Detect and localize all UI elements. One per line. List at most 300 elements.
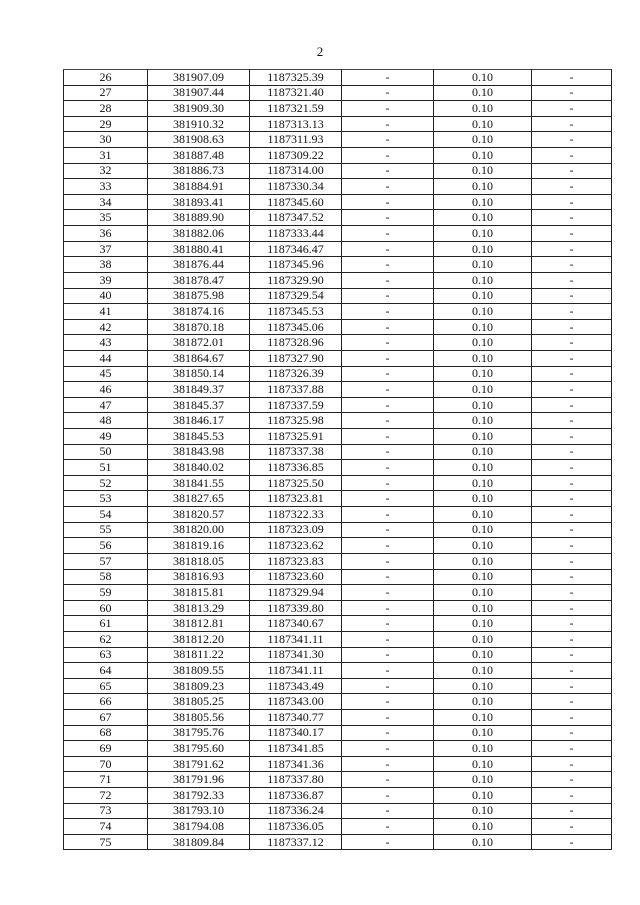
description-cell: - [532,553,612,569]
description-cell: - [532,116,612,132]
x-coordinate-cell: 381908.63 [148,132,250,148]
y-coordinate-cell: 1187327.90 [250,350,342,366]
x-coordinate-cell: 381812.20 [148,631,250,647]
table-row [64,194,612,210]
description-cell: - [532,132,612,148]
y-coordinate-cell: 1187336.05 [250,819,342,835]
point-number-cell: 58 [64,569,148,585]
table-row [64,663,612,679]
y-coordinate-cell: 1187329.94 [250,585,342,601]
table-row [64,538,612,554]
accuracy-cell: 0.10 [434,413,532,429]
method-cell: - [342,475,434,491]
accuracy-cell: 0.10 [434,335,532,351]
description-cell: - [532,741,612,757]
accuracy-cell: 0.10 [434,616,532,632]
table-row [64,350,612,366]
y-coordinate-cell: 1187345.60 [250,194,342,210]
x-coordinate-cell: 381880.41 [148,241,250,257]
y-coordinate-cell: 1187337.80 [250,772,342,788]
accuracy-cell: 0.10 [434,319,532,335]
description-cell: - [532,272,612,288]
x-coordinate-cell: 381795.60 [148,741,250,757]
accuracy-cell: 0.10 [434,429,532,445]
accuracy-cell: 0.10 [434,366,532,382]
accuracy-cell: 0.10 [434,288,532,304]
accuracy-cell: 0.10 [434,460,532,476]
method-cell: - [342,678,434,694]
coordinates-table [63,69,612,850]
y-coordinate-cell: 1187330.34 [250,179,342,195]
table-row [64,475,612,491]
y-coordinate-cell: 1187325.91 [250,429,342,445]
description-cell: - [532,819,612,835]
table-row [64,319,612,335]
point-number-cell: 33 [64,179,148,195]
point-number-cell: 63 [64,647,148,663]
accuracy-cell: 0.10 [434,725,532,741]
table-row [64,85,612,101]
y-coordinate-cell: 1187323.62 [250,538,342,554]
y-coordinate-cell: 1187323.60 [250,569,342,585]
method-cell: - [342,70,434,86]
table-row [64,460,612,476]
accuracy-cell: 0.10 [434,257,532,273]
x-coordinate-cell: 381910.32 [148,116,250,132]
y-coordinate-cell: 1187343.00 [250,694,342,710]
table-row [64,366,612,382]
method-cell: - [342,663,434,679]
x-coordinate-cell: 381845.53 [148,429,250,445]
x-coordinate-cell: 381845.37 [148,397,250,413]
x-coordinate-cell: 381811.22 [148,647,250,663]
x-coordinate-cell: 381864.67 [148,350,250,366]
y-coordinate-cell: 1187326.39 [250,366,342,382]
y-coordinate-cell: 1187336.87 [250,788,342,804]
accuracy-cell: 0.10 [434,475,532,491]
table-row [64,241,612,257]
description-cell: - [532,70,612,86]
description-cell: - [532,210,612,226]
accuracy-cell: 0.10 [434,663,532,679]
accuracy-cell: 0.10 [434,350,532,366]
y-coordinate-cell: 1187341.85 [250,741,342,757]
description-cell: - [532,647,612,663]
description-cell: - [532,600,612,616]
table-row [64,725,612,741]
description-cell: - [532,101,612,117]
table-row [64,600,612,616]
accuracy-cell: 0.10 [434,70,532,86]
description-cell: - [532,382,612,398]
table-row [64,709,612,725]
table-row [64,678,612,694]
y-coordinate-cell: 1187329.90 [250,272,342,288]
accuracy-cell: 0.10 [434,241,532,257]
method-cell: - [342,772,434,788]
description-cell: - [532,725,612,741]
table-row [64,163,612,179]
description-cell: - [532,538,612,554]
method-cell: - [342,319,434,335]
x-coordinate-cell: 381809.23 [148,678,250,694]
x-coordinate-cell: 381805.25 [148,694,250,710]
method-cell: - [342,709,434,725]
accuracy-cell: 0.10 [434,101,532,117]
table-row [64,335,612,351]
x-coordinate-cell: 381809.55 [148,663,250,679]
description-cell: - [532,460,612,476]
accuracy-cell: 0.10 [434,507,532,523]
accuracy-cell: 0.10 [434,600,532,616]
x-coordinate-cell: 381907.44 [148,85,250,101]
table-row [64,101,612,117]
accuracy-cell: 0.10 [434,116,532,132]
table-row [64,413,612,429]
description-cell: - [532,834,612,850]
description-cell: - [532,304,612,320]
point-number-cell: 30 [64,132,148,148]
y-coordinate-cell: 1187313.13 [250,116,342,132]
accuracy-cell: 0.10 [434,210,532,226]
description-cell: - [532,522,612,538]
y-coordinate-cell: 1187309.22 [250,148,342,164]
description-cell: - [532,413,612,429]
accuracy-cell: 0.10 [434,522,532,538]
x-coordinate-cell: 381840.02 [148,460,250,476]
table-row [64,616,612,632]
description-cell: - [532,366,612,382]
description-cell: - [532,678,612,694]
point-number-cell: 74 [64,819,148,835]
table-row [64,569,612,585]
y-coordinate-cell: 1187340.17 [250,725,342,741]
table-row [64,788,612,804]
accuracy-cell: 0.10 [434,678,532,694]
page-number: 2 [316,44,324,59]
method-cell: - [342,350,434,366]
x-coordinate-cell: 381843.98 [148,444,250,460]
method-cell: - [342,803,434,819]
table-row [64,148,612,164]
method-cell: - [342,631,434,647]
accuracy-cell: 0.10 [434,444,532,460]
y-coordinate-cell: 1187323.83 [250,553,342,569]
point-number-cell: 64 [64,663,148,679]
x-coordinate-cell: 381820.00 [148,522,250,538]
y-coordinate-cell: 1187333.44 [250,226,342,242]
y-coordinate-cell: 1187337.12 [250,834,342,850]
table-row [64,772,612,788]
table-row [64,288,612,304]
accuracy-cell: 0.10 [434,304,532,320]
accuracy-cell: 0.10 [434,631,532,647]
method-cell: - [342,101,434,117]
table-row [64,647,612,663]
point-number-cell: 75 [64,834,148,850]
description-cell: - [532,475,612,491]
method-cell: - [342,507,434,523]
y-coordinate-cell: 1187337.59 [250,397,342,413]
description-cell: - [532,163,612,179]
x-coordinate-cell: 381820.57 [148,507,250,523]
point-number-cell: 48 [64,413,148,429]
x-coordinate-cell: 381907.09 [148,70,250,86]
method-cell: - [342,335,434,351]
y-coordinate-cell: 1187345.53 [250,304,342,320]
x-coordinate-cell: 381870.18 [148,319,250,335]
table-row [64,631,612,647]
description-cell: - [532,350,612,366]
description-cell: - [532,226,612,242]
table-row [64,819,612,835]
method-cell: - [342,553,434,569]
method-cell: - [342,210,434,226]
table-row [64,444,612,460]
method-cell: - [342,163,434,179]
description-cell: - [532,179,612,195]
description-cell: - [532,631,612,647]
table-row [64,522,612,538]
accuracy-cell: 0.10 [434,819,532,835]
x-coordinate-cell: 381878.47 [148,272,250,288]
y-coordinate-cell: 1187345.06 [250,319,342,335]
accuracy-cell: 0.10 [434,694,532,710]
method-cell: - [342,257,434,273]
method-cell: - [342,288,434,304]
table-row [64,507,612,523]
description-cell: - [532,616,612,632]
table-row [64,272,612,288]
method-cell: - [342,444,434,460]
point-number-cell: 43 [64,335,148,351]
y-coordinate-cell: 1187337.38 [250,444,342,460]
description-cell: - [532,803,612,819]
x-coordinate-cell: 381809.84 [148,834,250,850]
point-number-cell: 38 [64,257,148,273]
method-cell: - [342,834,434,850]
method-cell: - [342,756,434,772]
method-cell: - [342,194,434,210]
method-cell: - [342,585,434,601]
point-number-cell: 35 [64,210,148,226]
method-cell: - [342,116,434,132]
method-cell: - [342,226,434,242]
table-row [64,491,612,507]
method-cell: - [342,522,434,538]
x-coordinate-cell: 381827.65 [148,491,250,507]
description-cell: - [532,335,612,351]
x-coordinate-cell: 381819.16 [148,538,250,554]
method-cell: - [342,366,434,382]
x-coordinate-cell: 381818.05 [148,553,250,569]
x-coordinate-cell: 381812.81 [148,616,250,632]
y-coordinate-cell: 1187341.11 [250,631,342,647]
y-coordinate-cell: 1187311.93 [250,132,342,148]
x-coordinate-cell: 381886.73 [148,163,250,179]
table-row [64,803,612,819]
point-number-cell: 45 [64,366,148,382]
y-coordinate-cell: 1187323.81 [250,491,342,507]
y-coordinate-cell: 1187321.59 [250,101,342,117]
accuracy-cell: 0.10 [434,491,532,507]
description-cell: - [532,756,612,772]
description-cell: - [532,148,612,164]
coordinates-table-body [64,70,612,850]
x-coordinate-cell: 381872.01 [148,335,250,351]
point-number-cell: 60 [64,600,148,616]
point-number-cell: 62 [64,631,148,647]
x-coordinate-cell: 381805.56 [148,709,250,725]
x-coordinate-cell: 381841.55 [148,475,250,491]
x-coordinate-cell: 381882.06 [148,226,250,242]
table-row [64,132,612,148]
point-number-cell: 52 [64,475,148,491]
accuracy-cell: 0.10 [434,272,532,288]
x-coordinate-cell: 381792.33 [148,788,250,804]
table-row [64,257,612,273]
description-cell: - [532,194,612,210]
point-number-cell: 70 [64,756,148,772]
table-row [64,741,612,757]
accuracy-cell: 0.10 [434,148,532,164]
point-number-cell: 44 [64,350,148,366]
accuracy-cell: 0.10 [434,756,532,772]
table-row [64,694,612,710]
method-cell: - [342,397,434,413]
x-coordinate-cell: 381813.29 [148,600,250,616]
description-cell: - [532,397,612,413]
x-coordinate-cell: 381887.48 [148,148,250,164]
method-cell: - [342,788,434,804]
description-cell: - [532,694,612,710]
point-number-cell: 61 [64,616,148,632]
accuracy-cell: 0.10 [434,163,532,179]
point-number-cell: 68 [64,725,148,741]
method-cell: - [342,538,434,554]
method-cell: - [342,694,434,710]
y-coordinate-cell: 1187339.80 [250,600,342,616]
description-cell: - [532,569,612,585]
y-coordinate-cell: 1187321.40 [250,85,342,101]
table-row [64,70,612,86]
accuracy-cell: 0.10 [434,85,532,101]
accuracy-cell: 0.10 [434,741,532,757]
point-number-cell: 72 [64,788,148,804]
method-cell: - [342,741,434,757]
table-row [64,210,612,226]
table-row [64,834,612,850]
point-number-cell: 65 [64,678,148,694]
point-number-cell: 26 [64,70,148,86]
description-cell: - [532,772,612,788]
x-coordinate-cell: 381791.62 [148,756,250,772]
x-coordinate-cell: 381889.90 [148,210,250,226]
table-row [64,304,612,320]
method-cell: - [342,569,434,585]
point-number-cell: 73 [64,803,148,819]
point-number-cell: 42 [64,319,148,335]
x-coordinate-cell: 381893.41 [148,194,250,210]
y-coordinate-cell: 1187341.36 [250,756,342,772]
accuracy-cell: 0.10 [434,709,532,725]
point-number-cell: 32 [64,163,148,179]
y-coordinate-cell: 1187329.54 [250,288,342,304]
description-cell: - [532,585,612,601]
description-cell: - [532,241,612,257]
method-cell: - [342,600,434,616]
y-coordinate-cell: 1187346.47 [250,241,342,257]
method-cell: - [342,413,434,429]
y-coordinate-cell: 1187325.98 [250,413,342,429]
method-cell: - [342,647,434,663]
x-coordinate-cell: 381849.37 [148,382,250,398]
point-number-cell: 50 [64,444,148,460]
table-row [64,397,612,413]
description-cell: - [532,288,612,304]
point-number-cell: 36 [64,226,148,242]
description-cell: - [532,507,612,523]
description-cell: - [532,257,612,273]
description-cell: - [532,429,612,445]
accuracy-cell: 0.10 [434,397,532,413]
x-coordinate-cell: 381791.96 [148,772,250,788]
y-coordinate-cell: 1187340.77 [250,709,342,725]
point-number-cell: 56 [64,538,148,554]
method-cell: - [342,429,434,445]
accuracy-cell: 0.10 [434,834,532,850]
description-cell: - [532,663,612,679]
description-cell: - [532,491,612,507]
y-coordinate-cell: 1187347.52 [250,210,342,226]
point-number-cell: 71 [64,772,148,788]
x-coordinate-cell: 381793.10 [148,803,250,819]
accuracy-cell: 0.10 [434,553,532,569]
table-row [64,756,612,772]
y-coordinate-cell: 1187325.50 [250,475,342,491]
accuracy-cell: 0.10 [434,194,532,210]
method-cell: - [342,382,434,398]
method-cell: - [342,148,434,164]
point-number-cell: 29 [64,116,148,132]
y-coordinate-cell: 1187340.67 [250,616,342,632]
accuracy-cell: 0.10 [434,538,532,554]
accuracy-cell: 0.10 [434,647,532,663]
method-cell: - [342,491,434,507]
point-number-cell: 31 [64,148,148,164]
method-cell: - [342,460,434,476]
y-coordinate-cell: 1187345.96 [250,257,342,273]
point-number-cell: 51 [64,460,148,476]
table-row [64,226,612,242]
description-cell: - [532,319,612,335]
y-coordinate-cell: 1187341.30 [250,647,342,663]
accuracy-cell: 0.10 [434,382,532,398]
point-number-cell: 49 [64,429,148,445]
y-coordinate-cell: 1187314.00 [250,163,342,179]
point-number-cell: 53 [64,491,148,507]
method-cell: - [342,132,434,148]
description-cell: - [532,444,612,460]
y-coordinate-cell: 1187336.24 [250,803,342,819]
description-cell: - [532,788,612,804]
x-coordinate-cell: 381795.76 [148,725,250,741]
x-coordinate-cell: 381794.08 [148,819,250,835]
method-cell: - [342,241,434,257]
point-number-cell: 46 [64,382,148,398]
point-number-cell: 39 [64,272,148,288]
point-number-cell: 67 [64,709,148,725]
